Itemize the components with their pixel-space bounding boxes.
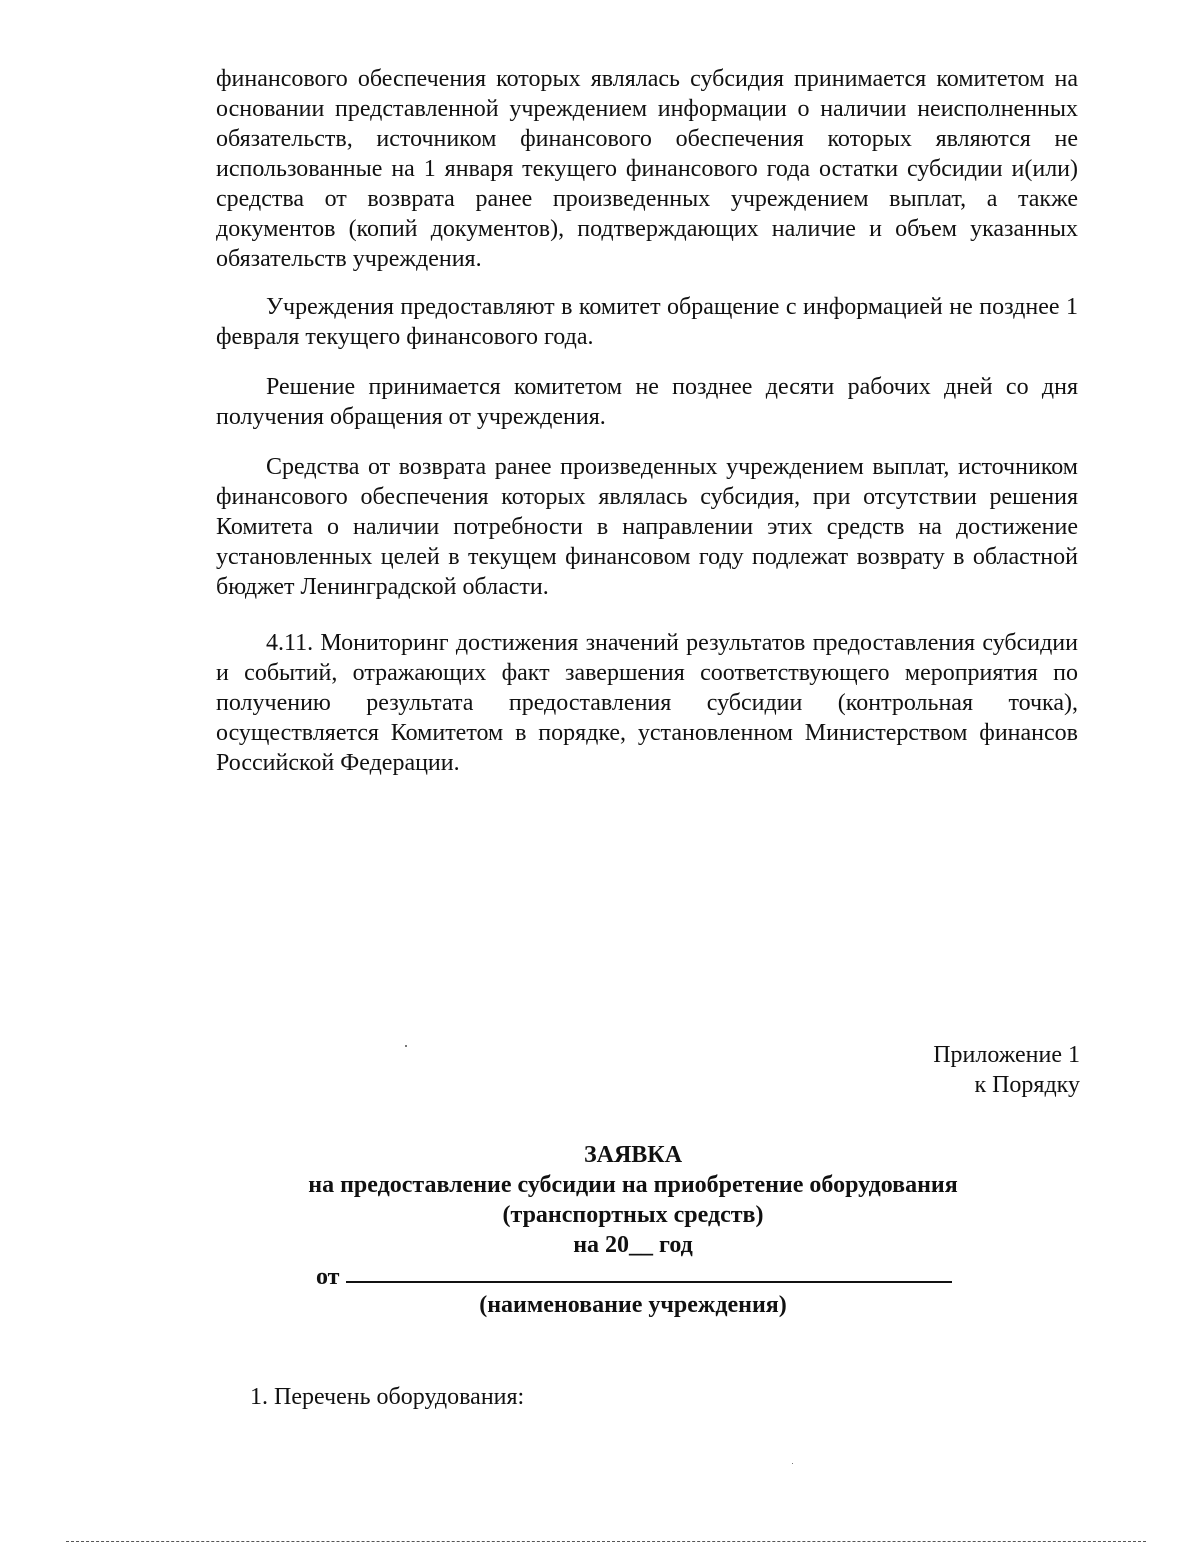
form-subtitle-line2: (транспортных средств) [502, 1202, 764, 1228]
scan-speck [405, 1045, 407, 1047]
form-year-line: на 20__ год [573, 1232, 693, 1258]
page-bottom-rule [66, 1541, 1146, 1542]
appendix-target: к Порядку [974, 1072, 1080, 1098]
paragraph-monitoring: 4.11. Мониторинг достижения значений результатов предоставления субсидии и событий, отражающих факт завершения соответствующего мероприятия по получению результата предоставления субсидии (контрольная точка), осуществляется Комитетом в порядке, установленном Министерством финансов Российской Федерации. [216, 630, 1078, 776]
from-label: от [316, 1264, 340, 1290]
equipment-list-heading: 1. Перечень оборудования: [250, 1384, 525, 1410]
paragraph-continuation: финансового обеспечения которых являлась субсидия принимается комитетом на основании представленной учреждением информации о наличии неисполненных обязательств, источником финансового обеспечения которых являются не использованные на 1 января текущего финансового года остатки субсидии и(или) средства от возврата ранее произведенных учреждением выплат, а также документов (копий документов), подтверждающих наличие и объем указанных обязательств учреждения. [216, 66, 1078, 272]
paragraph-return-funds: Средства от возврата ранее произведенных учреждением выплат, источником финансового обеспечения которых являлась субсидия, при отсутствии решения Комитета о наличии потребности в направлении этих средств на достижение установленных целей в текущем финансовом году подлежат возврату в областной бюджет Ленинградской области. [216, 454, 1078, 600]
appendix-reference [933, 1040, 1080, 1100]
form-title: ЗАЯВКА [583, 1142, 683, 1168]
scan-speck [792, 1463, 793, 1464]
paragraph-deadline: Учреждения предоставляют в комитет обращение с информацией не позднее 1 февраля текущего финансового года. [216, 294, 1078, 350]
institution-name-caption: (наименование учреждения) [479, 1292, 787, 1318]
institution-name-blank [346, 1281, 952, 1283]
appendix-number: Приложение 1 [933, 1042, 1080, 1068]
paragraph-decision: Решение принимается комитетом не позднее десяти рабочих дней со дня получения обращения от учреждения. [216, 374, 1078, 430]
form-subtitle-line1: на предоставление субсидии на приобретение оборудования [308, 1172, 958, 1198]
